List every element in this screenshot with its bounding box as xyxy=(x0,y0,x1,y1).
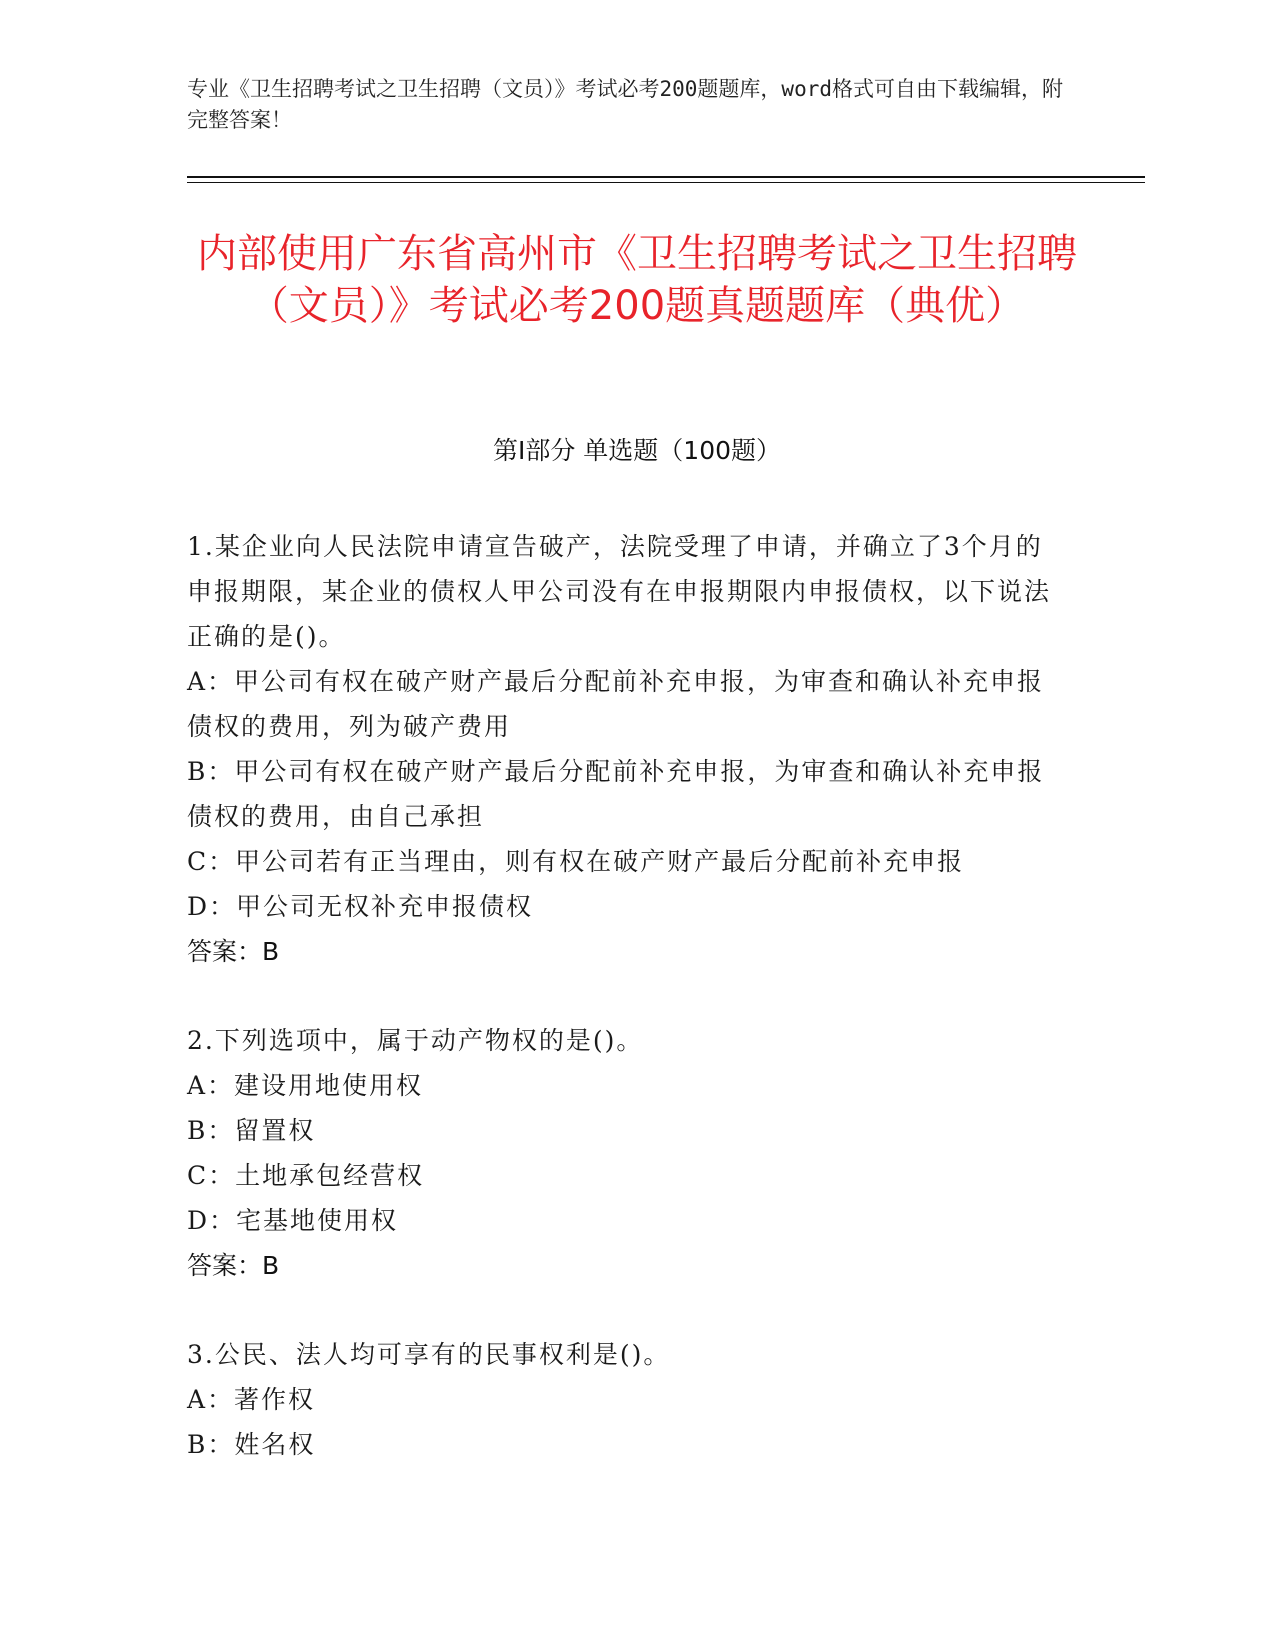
header-divider-thin xyxy=(187,182,1145,183)
option-a: A：甲公司有权在破产财产最后分配前补充申报，为审查和确认补充申报债权的费用，列为破产费用 xyxy=(187,667,1045,741)
question-3 xyxy=(187,1332,1067,1467)
question-stem: 2.下列选项中，属于动产物权的是()。 xyxy=(187,1026,644,1055)
option-b: B：甲公司有权在破产财产最后分配前补充申报，为审查和确认补充申报债权的费用，由自己承担 xyxy=(187,757,1045,831)
option-b: B：留置权 xyxy=(187,1116,316,1145)
question-stem: 3.公民、法人均可享有的民事权利是()。 xyxy=(187,1340,671,1369)
answer: 答案：B xyxy=(187,937,280,966)
header-note: 专业《卫生招聘考试之卫生招聘（文员）》考试必考200题题库，word格式可自由下载编辑，附完整答案！ xyxy=(187,77,1063,132)
header-divider-thick xyxy=(187,176,1145,178)
section-title: 第Ⅰ部分 单选题（100题） xyxy=(492,436,782,465)
option-c: C：土地承包经营权 xyxy=(187,1161,425,1190)
option-b: B：姓名权 xyxy=(187,1430,316,1459)
question-2 xyxy=(187,1018,1067,1288)
option-d: D：宅基地使用权 xyxy=(187,1206,399,1235)
document-title: 内部使用广东省高州市《卫生招聘考试之卫生招聘（文员）》考试必考200题真题题库（典优） xyxy=(197,231,1077,329)
option-c: C：甲公司若有正当理由，则有权在破产财产最后分配前补充申报 xyxy=(187,847,965,876)
question-stem: 1.某企业向人民法院申请宣告破产，法院受理了申请，并确立了3个月的申报期限，某企业的债权人甲公司没有在申报期限内申报债权，以下说法正确的是()。 xyxy=(187,532,1052,651)
answer: 答案：B xyxy=(187,1251,280,1280)
question-1 xyxy=(187,524,1067,974)
option-a: A：建设用地使用权 xyxy=(187,1071,424,1100)
option-a: A：著作权 xyxy=(187,1385,316,1414)
question-list xyxy=(187,524,1067,1511)
option-d: D：甲公司无权补充申报债权 xyxy=(187,892,534,921)
